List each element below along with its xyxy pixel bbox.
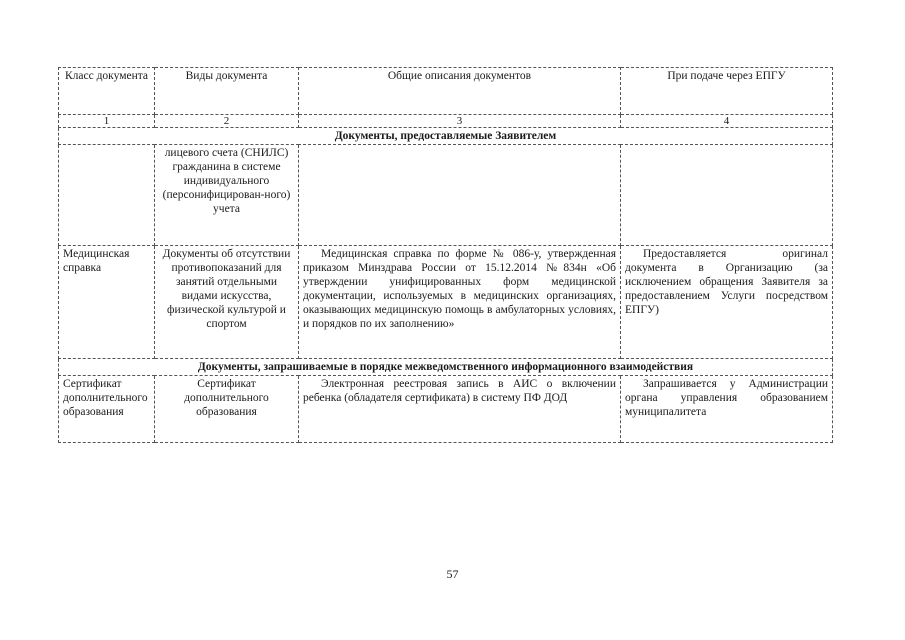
table-row	[59, 145, 833, 246]
cell-epgu: Запрашивается у Администрации органа управления образованием муниципалитета	[621, 376, 833, 443]
cell-description: Электронная реестровая запись в АИС о включении ребенка (обладателя сертификата) в систему ПФ ДОД	[299, 376, 621, 443]
column-number: 2	[155, 115, 299, 128]
documents-table	[58, 67, 833, 443]
header-description: Общие описания документов	[299, 68, 621, 115]
header-type: Виды документа	[155, 68, 299, 115]
table-row	[59, 246, 833, 359]
cell-epgu: Предоставляется оригинал документа в Организацию (за исключением обращения Заявителя за предоставлением Услуги посредством ЕПГУ)	[621, 246, 833, 359]
cell-epgu	[621, 145, 833, 246]
section-title-interagency: Документы, запрашиваемые в порядке межведомственного информационного взаимодействия	[59, 359, 833, 376]
cell-class	[59, 145, 155, 246]
section-row	[59, 359, 833, 376]
cell-description	[299, 145, 621, 246]
column-number-row	[59, 115, 833, 128]
column-number: 1	[59, 115, 155, 128]
column-number: 3	[299, 115, 621, 128]
cell-type: Документы об отсутствии противопоказаний для занятий отдельными видами искусства, физической культурой и спортом	[155, 246, 299, 359]
header-epgu: При подаче через ЕПГУ	[621, 68, 833, 115]
header-class: Класс документа	[59, 68, 155, 115]
column-number: 4	[621, 115, 833, 128]
section-title-applicant: Документы, предоставляемые Заявителем	[59, 128, 833, 145]
cell-description: Медицинская справка по форме № 086-у, утвержденная приказом Минздрава России от 15.12.2014 №834н «Об утверждении унифицированных форм медицинской документации, используемых в медицинских организациях, оказывающих медицинскую помощь в амбулаторных условиях, и порядков по их заполнению»	[299, 246, 621, 359]
header-row	[59, 68, 833, 115]
cell-type: Сертификат дополнительного образования	[155, 376, 299, 443]
cell-class: Сертификат дополнительного образования	[59, 376, 155, 443]
cell-type: лицевого счета (СНИЛС) гражданина в системе индивидуального (персонифицирован-ного) учета	[155, 145, 299, 246]
page-number: 57	[446, 567, 459, 581]
cell-class: Медицинская справка	[59, 246, 155, 359]
section-row	[59, 128, 833, 145]
table-row	[59, 376, 833, 443]
